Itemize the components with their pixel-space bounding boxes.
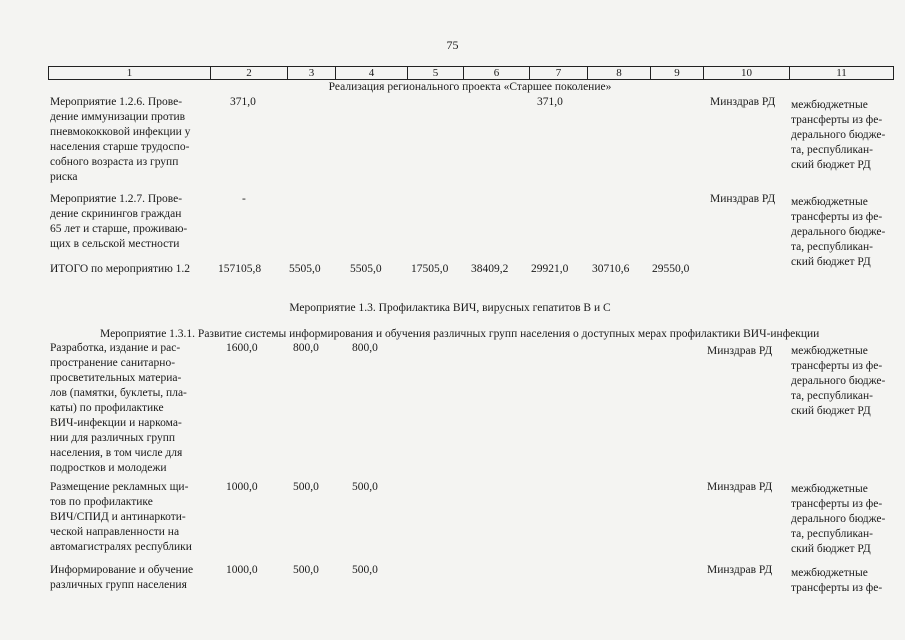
row-c-col4: 500,0	[352, 564, 378, 576]
col-header-3: 3	[288, 67, 336, 80]
row-b-col2: 1000,0	[226, 481, 258, 493]
total-12-col8: 30710,6	[592, 263, 630, 275]
row-127-name: Мероприятие 1.2.7. Прове- дение скринингов граждан 65 лет и старше, проживаю- щих в сельской местности	[50, 193, 188, 250]
section-heading-13: Мероприятие 1.3. Профилактика ВИЧ, вирусных гепатитов В и С	[289, 302, 611, 314]
section-heading-131: Мероприятие 1.3.1. Развитие системы информирования и обучения различных групп населения о доступных мерах профилактики ВИЧ-инфекции	[100, 328, 820, 340]
row-a-col2: 1600,0	[226, 342, 258, 354]
row-126-name: Мероприятие 1.2.6. Прове- дение иммунизации против пневмококковой инфекции у населения старше трудоспо- собного возраста из групп риска	[50, 96, 191, 183]
section-heading-regional: Реализация регионального проекта «Старшее поколение»	[328, 81, 612, 93]
col-header-4: 4	[336, 67, 408, 80]
total-12-col3: 5505,0	[289, 263, 321, 275]
row-c-col2: 1000,0	[226, 564, 258, 576]
total-12-col7: 29921,0	[531, 263, 569, 275]
row-a-col3: 800,0	[293, 342, 319, 354]
col-header-5: 5	[408, 67, 464, 80]
col-header-1: 1	[49, 67, 211, 80]
row-126-source: межбюджетные трансферты из фе- дерального бюдже- та, республикан- ский бюджет РД	[791, 99, 886, 171]
total-12-col2: 157105,8	[218, 263, 262, 275]
column-header-row	[48, 66, 894, 80]
col-header-9: 9	[651, 67, 704, 80]
total-12-col6: 38409,2	[471, 263, 509, 275]
row-127-source: межбюджетные трансферты из фе- дерального бюдже- та, республикан- ский бюджет РД	[791, 196, 886, 268]
page-number: 75	[446, 38, 459, 52]
row-b-executor: Минздрав РД	[707, 481, 773, 493]
row-c-col3: 500,0	[293, 564, 319, 576]
row-b-col4: 500,0	[352, 481, 378, 493]
total-12-col5: 17505,0	[411, 263, 449, 275]
row-c-executor: Минздрав РД	[707, 564, 773, 576]
row-a-source: межбюджетные трансферты из фе- дерального бюдже- та, республикан- ский бюджет РД	[791, 345, 886, 417]
row-a-executor: Минздрав РД	[707, 345, 773, 357]
row-127-total: -	[242, 193, 246, 205]
row-b-col3: 500,0	[293, 481, 319, 493]
row-b-source: межбюджетные трансферты из фе- дерального бюдже- та, республикан- ский бюджет РД	[791, 483, 886, 555]
col-header-11: 11	[790, 67, 894, 80]
total-12-label: ИТОГО по мероприятию 1.2	[50, 263, 191, 275]
row-a-col4: 800,0	[352, 342, 378, 354]
row-126-executor: Минздрав РД	[710, 96, 776, 108]
row-127-executor: Минздрав РД	[710, 193, 776, 205]
col-header-10: 10	[704, 67, 790, 80]
col-header-2: 2	[211, 67, 288, 80]
row-c-source: межбюджетные трансферты из фе-	[791, 567, 883, 594]
col-header-6: 6	[464, 67, 530, 80]
row-126-total: 371,0	[230, 96, 256, 108]
row-c-name: Информирование и обучение различных групп населения	[50, 564, 194, 591]
col-header-7: 7	[530, 67, 588, 80]
row-126-col7: 371,0	[537, 96, 563, 108]
total-12-col4: 5505,0	[350, 263, 382, 275]
row-b-name: Размещение рекламных щи- тов по профилактике ВИЧ/СПИД и антинаркоти- ческой направленности на автомагистралях республики	[50, 481, 192, 553]
total-12-col9: 29550,0	[652, 263, 690, 275]
col-header-8: 8	[588, 67, 651, 80]
row-a-name: Разработка, издание и рас- пространение санитарно- просветительных материа- лов (памятки, буклеты, пла- каты) по профилактике ВИЧ-инфекции и наркома- нии для различных групп населения, в том числе для подростков и молодежи	[50, 342, 187, 474]
